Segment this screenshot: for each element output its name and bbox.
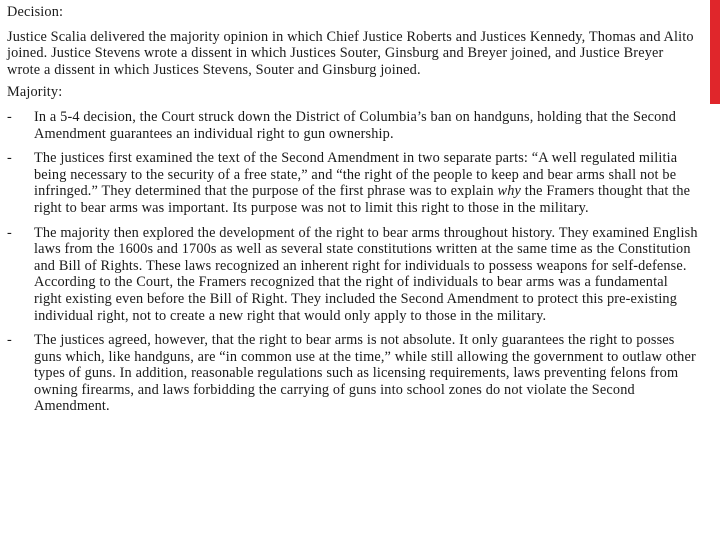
bullet-dash: - bbox=[7, 332, 12, 349]
majority-heading: Majority: bbox=[7, 84, 63, 101]
decision-paragraph: Justice Scalia delivered the majority opinion in which Chief Justice Roberts and Justices Kennedy, Thomas and Alito joined. Justice Stevens wrote a dissent in which Justices Souter, Ginsburg and Breyer joined, and Justice Breyer wrote a dissent in which Justices Stevens, Souter and Ginsburg joined. bbox=[7, 28, 694, 78]
emphasis-why: why bbox=[497, 183, 522, 200]
bullet-text: The majority then explored the development of the right to bear arms throughout history. They examined English laws from the 1600s and 1700s as well as several state constitutions written at the same time as the Constitution and Bill of Rights. These laws recognized an inherent right for individuals to possess weapons for self-defense. According to the Court, the Framers recognized that the right of individuals to bear arms was a fundamental right existing even before the Bill of Right. They included the Second Amendment to protect this pre-existing individual right, not to create a new right that would only apply to those in the military. bbox=[34, 224, 698, 324]
majority-bullet-list bbox=[7, 109, 699, 415]
slide-content bbox=[7, 4, 699, 423]
bullet-text-part: The justices first examined the text of the Second Amendment in two separate parts: “A well regulated militia being necessary to the security of a free state,” and “the right of the people to keep and bear arms shall not be infringed.” They determined that the purpose of the first phrase was to explain bbox=[34, 150, 678, 200]
bullet-text-part: the Framers thought that the right to bear arms was important. Its purpose was not to limit this right to those in the military. bbox=[34, 183, 691, 216]
bullet-item-2 bbox=[7, 150, 699, 216]
bullet-item-1 bbox=[7, 109, 699, 142]
bullet-item-4 bbox=[7, 332, 699, 415]
bullet-dash: - bbox=[7, 108, 12, 125]
accent-bar bbox=[710, 0, 720, 104]
bullet-text bbox=[34, 150, 699, 216]
bullet-dash: - bbox=[7, 150, 12, 167]
bullet-text: The justices agreed, however, that the right to bear arms is not absolute. It only guarantees the right to posses guns which, like handguns, are “in common use at the time,” while still allowing the government to outlaw other types of guns. In addition, reasonable regulations such as licensing requirements, laws preventing felons from owning firearms, and laws forbidding the carrying of guns into school zones do not violate the Second Amendment. bbox=[34, 332, 696, 415]
bullet-item-3 bbox=[7, 225, 699, 325]
decision-heading: Decision: bbox=[7, 4, 64, 20]
bullet-text: In a 5-4 decision, the Court struck down the District of Columbia’s ban on handguns, holding that the Second Amendment guarantees an individual right to gun ownership. bbox=[34, 108, 676, 142]
bullet-dash: - bbox=[7, 224, 12, 241]
